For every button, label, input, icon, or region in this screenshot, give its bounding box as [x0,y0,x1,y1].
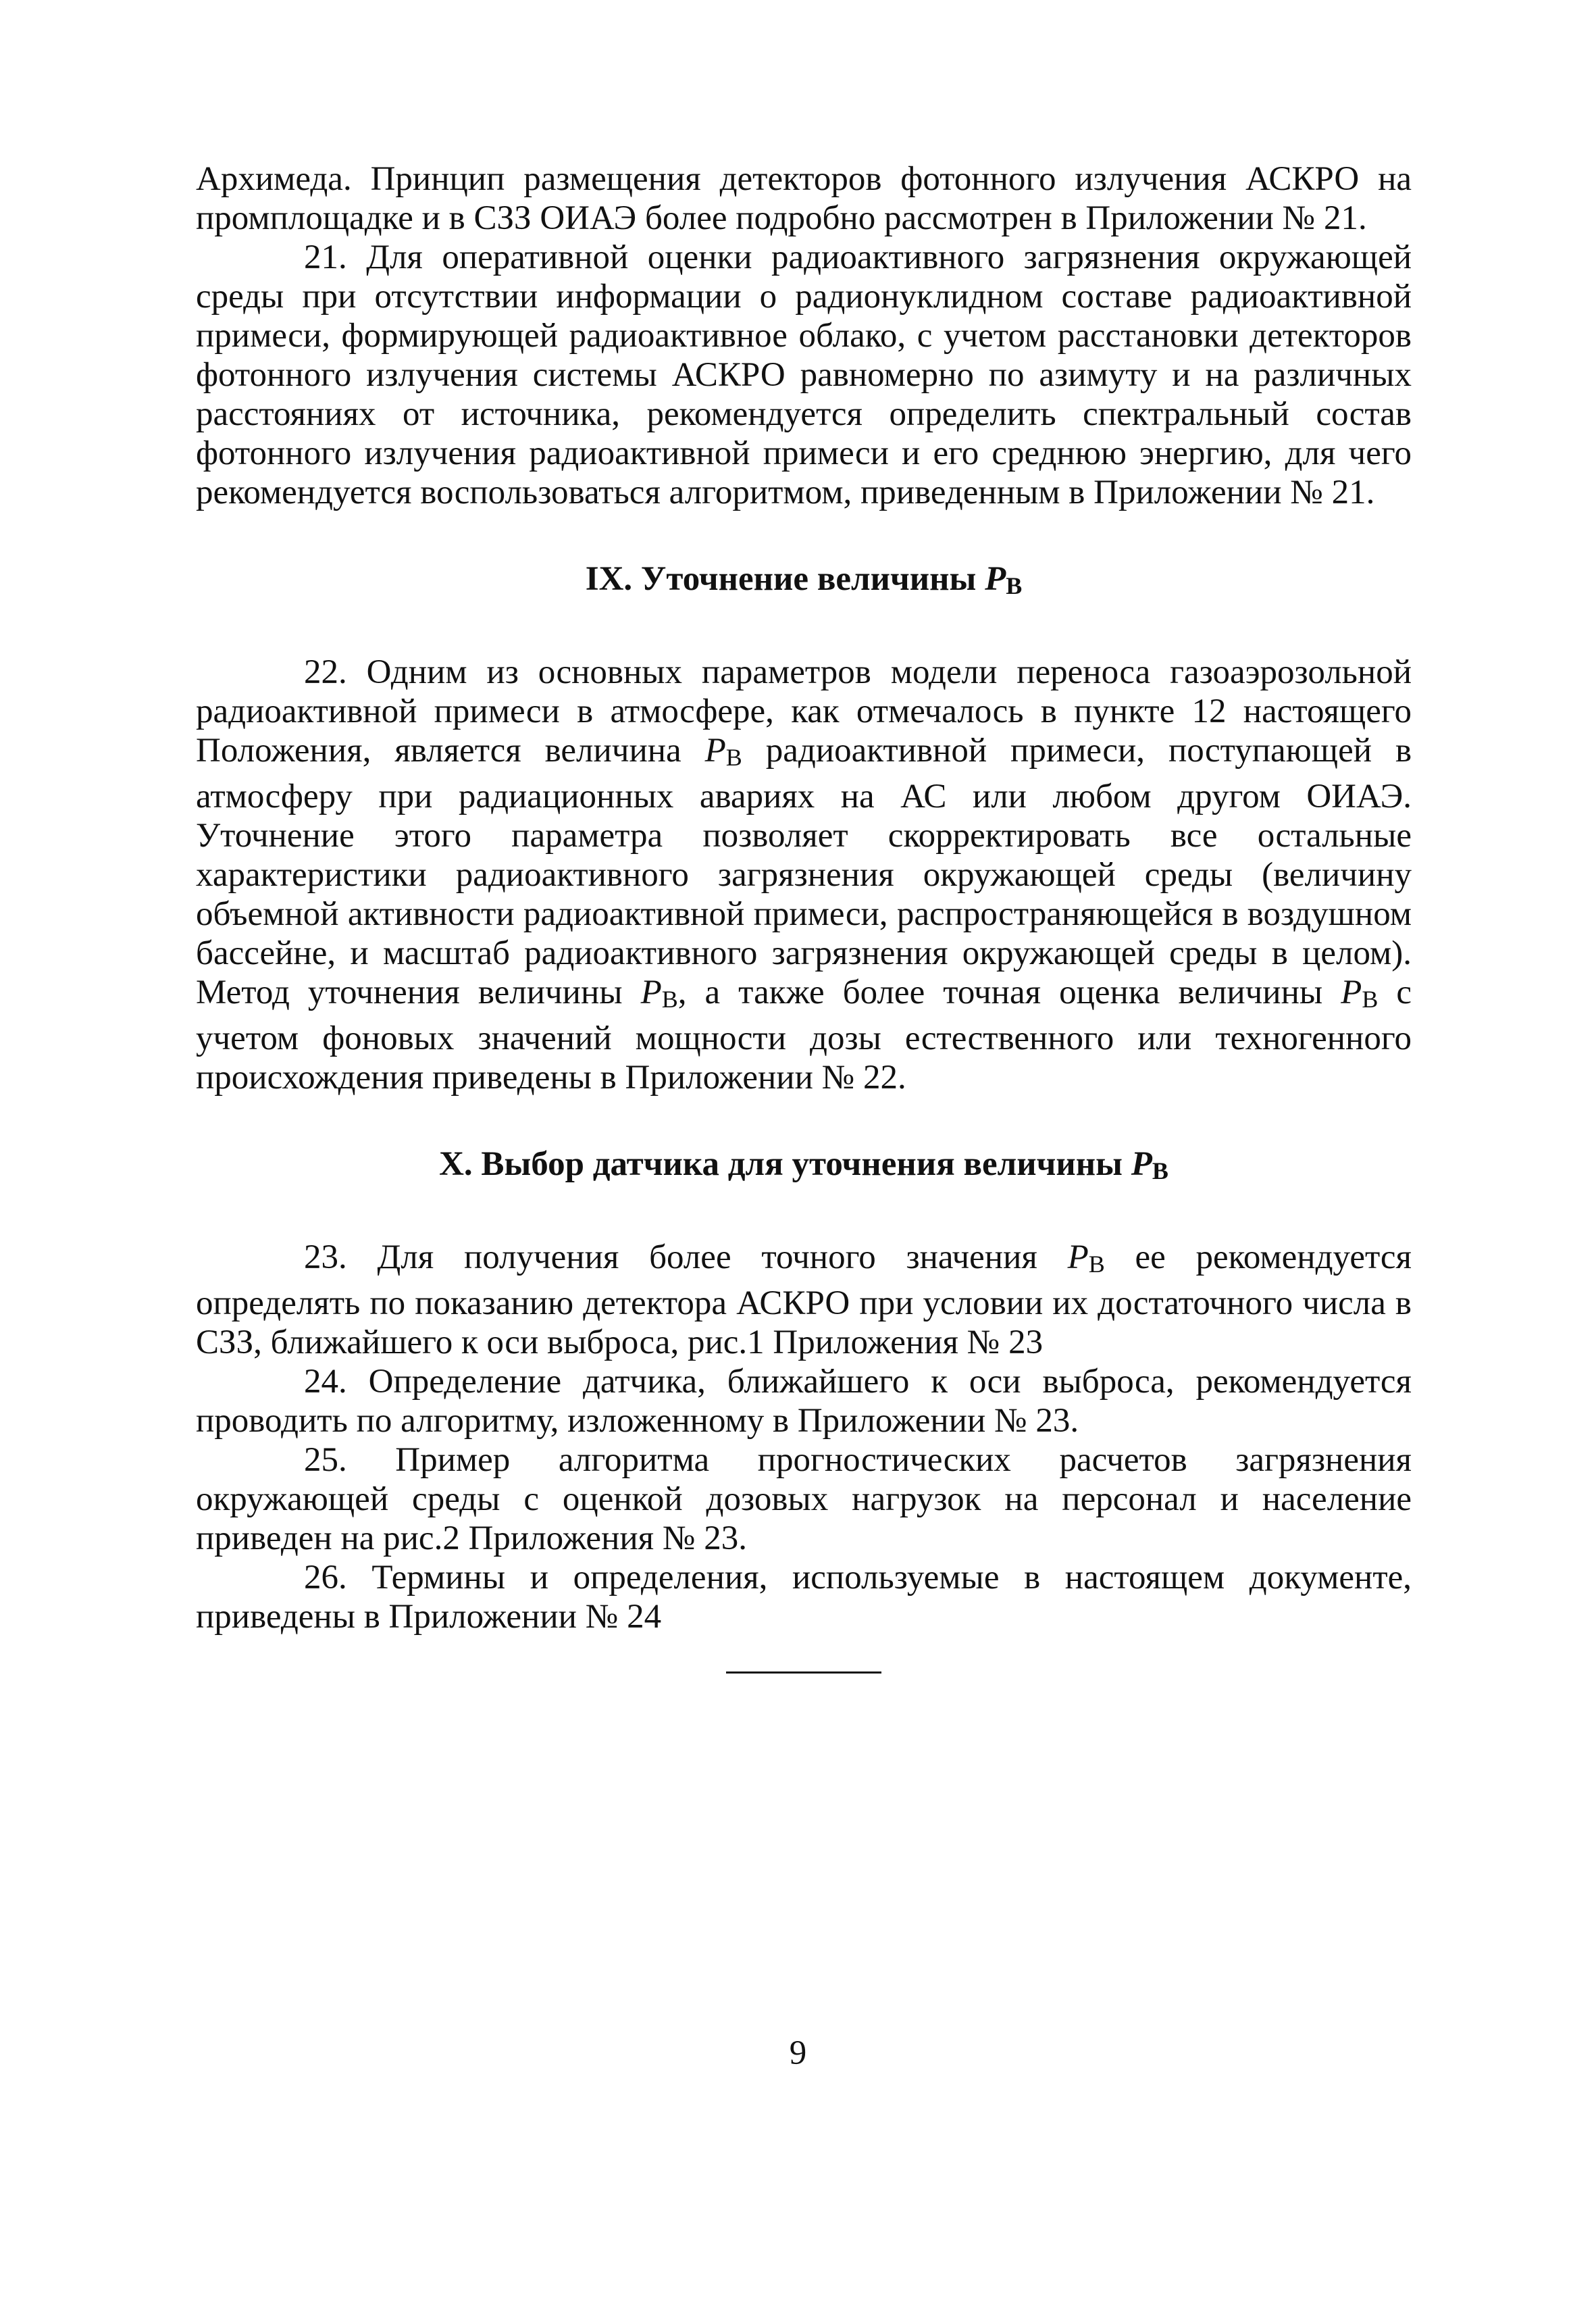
section-9-title: IX. Уточнение величины [585,560,977,598]
end-rule [726,1671,881,1674]
pb-symbol: $P_В$ [985,560,1023,599]
paragraph-21: 21. Для оперативной оценки радиоактивного загрязнения окружающей среды при отсутствии информации о радионуклидном составе радиоактивной примеси, формирующей радиоактивное облако, с учетом расстановки детекторов фотонного излучения системы АСКРО равномерно по азимуту и на различных расстояниях от источника, рекомендуется определить спектральный состав фотонного излучения радиоактивной примеси и его среднюю энергию, для чего рекомендуется воспользоваться алгоритмом, приведенным в Приложении № 21. [196,238,1412,511]
paragraph-22: 22. Одним из основных параметров модели переноса газоаэрозольной радиоактивной примеси в атмосфере, как отмечалось в пункте 12 настоящего Положения, является величина $P_В$ радиоактивной примеси, поступающей в атмосферу при радиационных авариях на АС или любом другом ОИАЭ. Уточнение этого параметра позволяет скорректировать все остальные характеристики радиоактивного загрязнения окружающей среды (величину объемной активности радиоактивной примеси, распространяющейся в воздушном бассейне, и масштаб радиоактивного загрязнения окружающей среды в целом). Метод уточнения величины $P_В$, а также более точная оценка величины $P_В$ с учетом фоновых значений мощности дозы естественного или техногенного происхождения приведены в Приложении № 22. [196,653,1412,1097]
pb-symbol: $P_В$ [1341,974,1379,1013]
pb-symbol: $P_В$ [1131,1145,1168,1184]
paragraph-23: 23. Для получения более точного значения $P_В$ ее рекомендуется определять по показанию детектора АСКРО при условии их достаточного числа в СЗЗ, ближайшего к оси выброса, рис.1 Приложения № 23 [196,1238,1412,1361]
paragraph-24: 24. Определение датчика, ближайшего к оси выброса, рекомендуется проводить по алгоритму, изложенному в Приложении № 23. [196,1363,1412,1440]
intro-paragraph: Архимеда. Принцип размещения детекторов фотонного излучения АСКРО на промплощадке и в СЗЗ ОИАЭ более подробно рассмотрен в Приложении № 21. [196,160,1412,237]
paragraph-26: 26. Термины и определения, используемые в настоящем документе, приведены в Приложении № 24 [196,1559,1412,1636]
section-10-title: X. Выбор датчика для уточнения величины [439,1145,1123,1183]
section-9-heading [196,559,1412,605]
section-10-heading [196,1145,1412,1190]
pb-symbol: $P_В$ [1067,1238,1105,1278]
pb-symbol: $P_В$ [640,974,678,1013]
page-number: 9 [789,2034,807,2072]
paragraph-25: 25. Пример алгоритма прогностических расчетов загрязнения окружающей среды с оценкой дозовых нагрузок на персонал и население приведен на рис.2 Приложения № 23. [196,1441,1412,1557]
pb-symbol: $P_В$ [704,732,742,771]
document-page [196,159,1412,1674]
